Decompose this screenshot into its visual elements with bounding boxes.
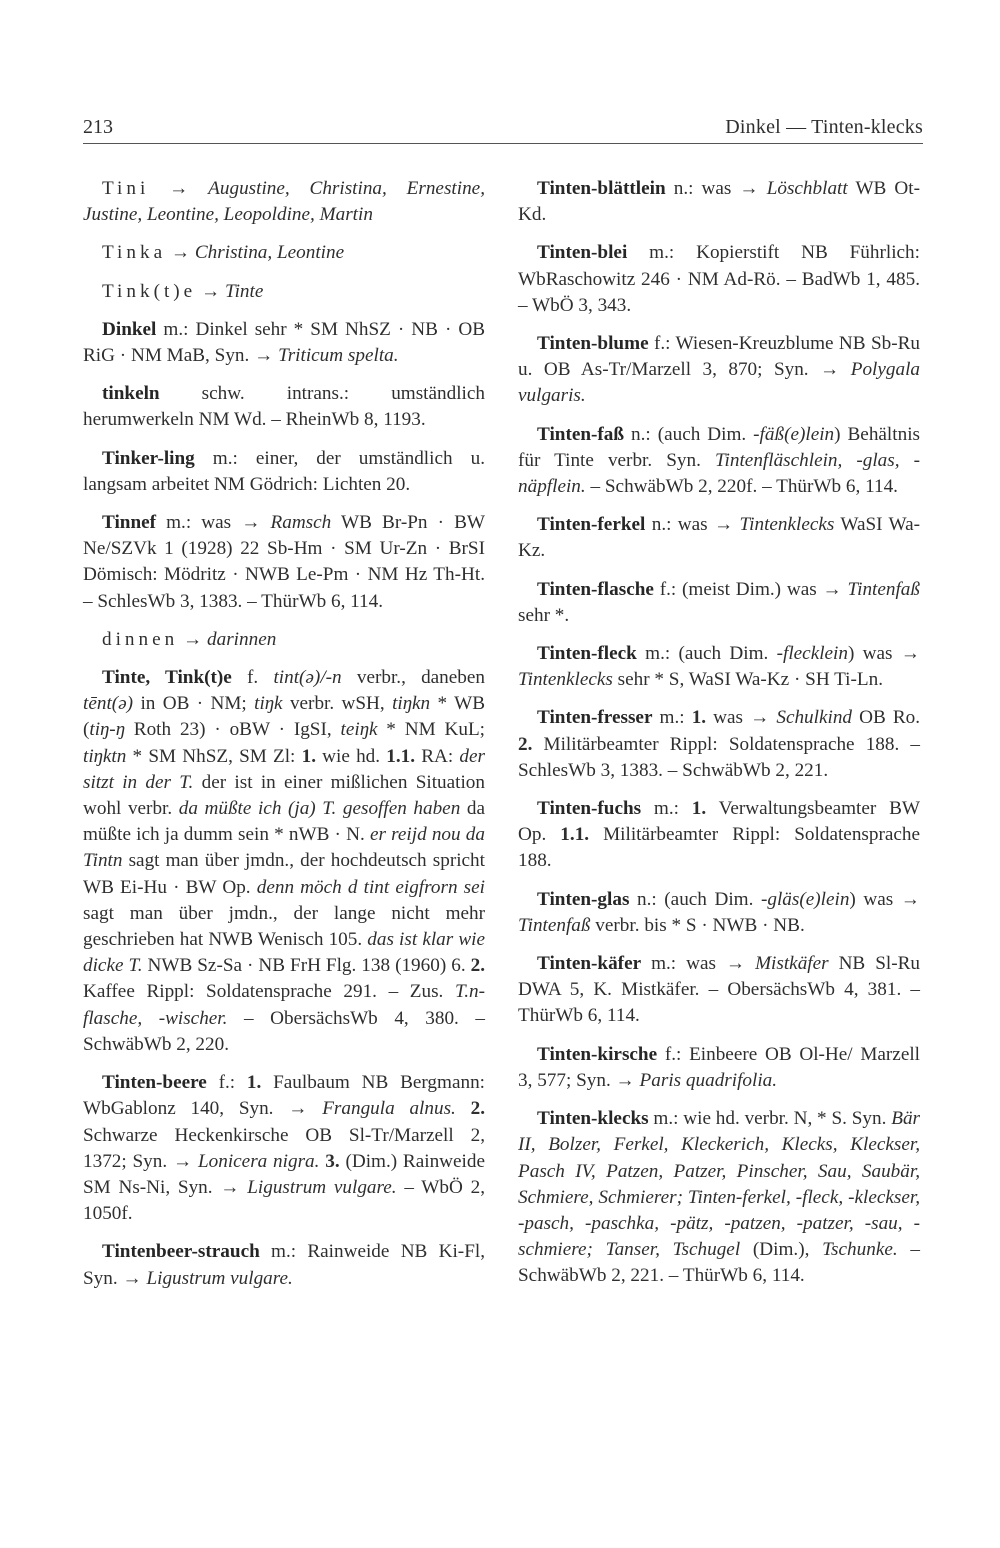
page-header (83, 116, 923, 146)
dictionary-entry: Tinten-käfer m.: was → Mistkäfer NB Sl-Ru DWA 5, K. Mistkäfer. – ObersächsWb 4, 381. – ThürWb 6, 114. (518, 953, 920, 1027)
dictionary-entry: Tinker-ling m.: einer, der umständlich u. langsam arbeitet NM Gödrich: Lichten 20. (83, 447, 485, 495)
dictionary-entry: Tinnef m.: was → Ramsch WB Br-Pn · BW Ne/SZVk 1 (1928) 22 Sb-Hm · SM Ur-Zn · BrSI Dömisch: Mödritz · NWB Le-Pm · NM Hz Th-Ht. – SchlesWb 3, 1383. – ThürWb 6, 114. (83, 512, 485, 612)
dictionary-entry: Tinten-fresser m.: 1. was → Schulkind OB Ro. 2. Militärbeamter Rippl: Soldatensprache 188. – SchlesWb 3, 1383. – SchwäbWb 2, 221. (518, 707, 921, 781)
dictionary-entry: Tinten-glas n.: (auch Dim. -gläs(e)lein) was → Tintenfaß verbr. bis * S · NWB · NB. (518, 888, 920, 936)
dictionary-entry: Tinka → Christina, Leontine (102, 242, 345, 264)
page-number: 213 (83, 116, 113, 138)
dictionary-entry: Tinten-fleck m.: (auch Dim. -flecklein) was → Tintenklecks sehr * S, WaSI Wa-Kz · SH Ti-Ln. (518, 643, 920, 691)
dictionary-entry: Tinten-fuchs m.: 1. Verwaltungsbeamter BW Op. 1.1. Militärbeamter Rippl: Soldatensprache 188. (518, 798, 921, 872)
dictionary-entry: Tinten-ferkel n.: was → Tintenklecks WaSI Wa-Kz. (518, 514, 921, 562)
dictionary-entry: Tinten-flasche f.: (meist Dim.) was → Tintenfaß sehr *. (518, 578, 920, 626)
dictionary-entry: Tintenbeer-strauch m.: Rainweide NB Ki-Fl, Syn. → Ligustrum vulgare. (83, 1241, 485, 1289)
header-rule (83, 143, 923, 144)
dictionary-entry: Tinten-kirsche f.: Einbeere OB Ol-He/ Marzell 3, 577; Syn. → Paris quadrifolia. (518, 1043, 920, 1091)
dictionary-entry: Tinten-faß n.: (auch Dim. -fäß(e)lein) Behältnis für Tinte verbr. Syn. Tintenfläschlein, -glas, -näpflein. – SchwäbWb 2, 220f. – ThürWb 6, 114. (518, 423, 920, 498)
running-title: Dinkel — Tinten-klecks (725, 116, 923, 138)
left-column (83, 176, 485, 1304)
dictionary-entry: Dinkel m.: Dinkel sehr * SM NhSZ · NB · OB RiG · NM MaB, Syn. → Triticum spelta. (83, 318, 485, 367)
dictionary-entry: Tinten-blättlein n.: was → Löschblatt WB Ot-Kd. (518, 178, 920, 226)
dictionary-entry: Tini → Augustine, Christina, Ernestine, Justine, Leontine, Leopoldine, Martin (83, 178, 485, 226)
dictionary-entry: Tinten-beere f.: 1. Faulbaum NB Bergmann: WbGablonz 140, Syn. → Frangula alnus. 2. Schwarze Heckenkirsche OB Sl-Tr/Marzell 2, 1372; Syn. → Lonicera nigra. 3. (Dim.) Rainweide SM Ns-Ni, Syn. → Ligustrum vulgare. – WbÖ 2, 1050f. (83, 1072, 485, 1225)
dictionary-entry: Tinte, Tink(t)e f. tint(ə)/-n verbr., daneben tēnt(ə) in OB · NM; tiŋk verbr. wSH, tiŋkn * WB (tiŋ-ŋ Roth 23) · oBW · IgSI, teiŋk * NM KuL; tiŋktn * SM NhSZ, SM Zl: 1. wie hd. 1.1. RA: der sitzt in der T. der ist in einer mißlichen Situation wohl verbr. da müßte ich (ja) T. gesoffen haben da müßte ich ja dumm sein * nWB · N. er reijd nou da Tintn sagt man über jmdn., der hochdeutsch spricht WB Ei-Hu · BW Op. denn möch d tint eigfrorn sei sagt man über jmdn., der lange nicht mehr geschrieben hat NWB Wenisch 105. das ist klar wie dicke T. NWB Sz-Sa · NB FrH Flg. 138 (1960) 6. 2. Kaffee Rippl: Soldatensprache 291. – Zus. T.n-flasche, -wischer. – ObersächsWb 4, 380. – SchwäbWb 2, 220. (83, 667, 486, 1055)
dictionary-entry: Tinten-blei m.: Kopierstift NB Führlich: WbRaschowitz 246 · NM Ad-Rö. – BadWb 1, 485. – WbÖ 3, 343. (518, 242, 920, 316)
dictionary-entry: tinkeln schw. intrans.: umständlich herumwerkeln NM Wd. – RheinWb 8, 1193. (83, 383, 485, 431)
dictionary-entry: dinnen → darinnen (102, 628, 277, 650)
right-column (518, 176, 920, 1302)
dictionary-entry: Tink(t)e → Tinte (102, 280, 264, 302)
dictionary-entry: Tinten-blume f.: Wiesen-Kreuzblume NB Sb-Ru u. OB As-Tr/Marzell 3, 870; Syn. → Polygala vulgaris. (518, 333, 920, 407)
dictionary-entry: Tinten-klecks m.: wie hd. verbr. N, * S. Syn. Bär II, Bolzer, Ferkel, Kleckerich, Klecks, Kleckser, Pasch IV, Patzen, Patzer, Pinscher, Sau, Saubär, Schmiere, Schmierer; Tinten-ferkel, -fleck, -kleckser, -pasch, -paschka, -pätz, -patzen, -patzer, -sau, -schmiere; Tanser, Tschugel (Dim.), Tschunke. – SchwäbWb 2, 221. – ThürWb 6, 114. (518, 1108, 920, 1287)
